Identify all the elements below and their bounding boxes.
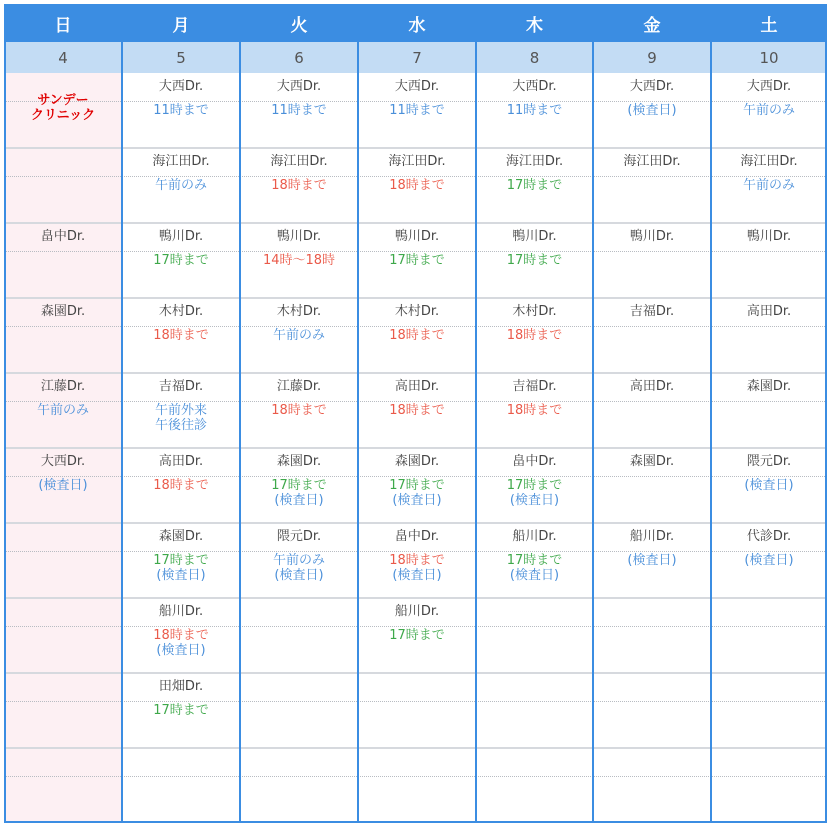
date-cell-0: 4	[4, 42, 122, 73]
schedule-note-line: 午前のみ	[272, 553, 325, 568]
doctor-name: 森園Dr.	[40, 304, 86, 319]
schedule-note-line: 17時まで	[389, 253, 445, 268]
doctor-name: 高田Dr.	[394, 379, 440, 394]
doctor-name: 大西Dr.	[40, 454, 86, 469]
schedule-note-line: 11時まで	[153, 103, 209, 118]
calendar-frame	[4, 4, 827, 823]
schedule-note-line: 18時まで	[389, 403, 445, 418]
schedule-note-line: 18時まで	[153, 328, 209, 343]
doctor-name: 大西Dr.	[746, 79, 792, 94]
doctor-name: 鴨川Dr.	[276, 229, 322, 244]
doctor-name: 船川Dr.	[512, 529, 557, 544]
date-cell-1: 5	[122, 42, 240, 73]
doctor-name: 鴨川Dr.	[394, 229, 440, 244]
doctor-name: 木村Dr.	[394, 304, 440, 319]
doctor-name: 木村Dr.	[158, 304, 204, 319]
date-cell-5: 9	[593, 42, 711, 73]
doctor-name: 畠中Dr.	[512, 454, 557, 469]
schedule-note-line: 17時まで	[506, 478, 563, 493]
schedule-note-line: 14時〜18時	[262, 253, 336, 268]
doctor-name: 木村Dr.	[512, 304, 557, 319]
doctor-name: 高田Dr.	[158, 454, 204, 469]
schedule-note-line: 午後往診	[154, 418, 207, 433]
doctor-name: 大西Dr.	[629, 79, 675, 94]
doctor-name: 吉福Dr.	[512, 379, 557, 394]
schedule-note-line: 18時まで	[271, 403, 327, 418]
schedule-note-line: 17時まで	[153, 703, 209, 718]
schedule-note-line: (検査日)	[392, 493, 442, 508]
schedule-note-line: 18時まで	[153, 628, 209, 643]
date-cell-4: 8	[476, 42, 593, 73]
schedule-note-line: (検査日)	[274, 493, 324, 508]
schedule-note-line: 午前のみ	[272, 328, 325, 343]
schedule-note-line: 17時まで	[153, 253, 209, 268]
weekday-header-1: 月	[122, 4, 240, 42]
weekday-header-5: 金	[593, 4, 711, 42]
schedule-note-line: (検査日)	[392, 568, 442, 583]
schedule-note-line: (検査日)	[744, 553, 794, 568]
schedule-note-line: 午前外来	[154, 403, 207, 418]
schedule-note-line: 18時まで	[153, 478, 209, 493]
doctor-name: 船川Dr.	[158, 604, 204, 619]
doctor-name: 大西Dr.	[394, 79, 440, 94]
doctor-name: 畠中Dr.	[40, 229, 86, 244]
schedule-note-line: (検査日)	[38, 478, 88, 493]
sunday-clinic-line: サンデー	[37, 93, 89, 108]
doctor-name: 隈元Dr.	[276, 529, 322, 544]
schedule-note-line: 午前のみ	[742, 103, 795, 118]
schedule-note-line: 11時まで	[271, 103, 327, 118]
schedule-note-line: (検査日)	[627, 103, 677, 118]
weekday-header-6: 土	[711, 4, 827, 42]
doctor-name: 森園Dr.	[276, 454, 322, 469]
schedule-note-line: (検査日)	[627, 553, 677, 568]
doctor-name: 田畑Dr.	[158, 679, 204, 694]
doctor-name: 江藤Dr.	[276, 379, 322, 394]
doctor-name: 隈元Dr.	[746, 454, 792, 469]
schedule-note-line: (検査日)	[156, 568, 206, 583]
date-cell-3: 7	[358, 42, 476, 73]
schedule-note-line: (検査日)	[744, 478, 794, 493]
doctor-name: 海江田Dr.	[270, 154, 328, 169]
schedule-note-line: 18時まで	[506, 328, 563, 343]
schedule-note-line: 午前のみ	[154, 178, 207, 193]
schedule-note-line: 午前のみ	[36, 403, 89, 418]
doctor-name: 吉福Dr.	[629, 304, 675, 319]
weekday-header-4: 木	[476, 4, 593, 42]
doctor-name: 高田Dr.	[629, 379, 675, 394]
schedule-note-line: 17時まで	[506, 253, 563, 268]
weekday-header-3: 水	[358, 4, 476, 42]
schedule-note-line: 17時まで	[506, 178, 563, 193]
schedule-note-line: 17時まで	[153, 553, 209, 568]
doctor-name: 森園Dr.	[746, 379, 792, 394]
doctor-name: 鴨川Dr.	[746, 229, 792, 244]
doctor-name: 森園Dr.	[158, 529, 204, 544]
doctor-name: 鴨川Dr.	[512, 229, 557, 244]
doctor-name: 海江田Dr.	[388, 154, 446, 169]
schedule-note-line: 18時まで	[271, 178, 327, 193]
doctor-name: 江藤Dr.	[40, 379, 86, 394]
doctor-name: 大西Dr.	[276, 79, 322, 94]
doctor-name: 大西Dr.	[158, 79, 204, 94]
schedule-note-line: (検査日)	[509, 493, 560, 508]
doctor-name: 海江田Dr.	[505, 154, 564, 169]
date-cell-2: 6	[240, 42, 358, 73]
doctor-name: 森園Dr.	[394, 454, 440, 469]
schedule-note-line: 17時まで	[389, 628, 445, 643]
doctor-name: 海江田Dr.	[740, 154, 798, 169]
schedule-note-line: (検査日)	[156, 643, 206, 658]
sunday-clinic-line: クリニック	[30, 108, 96, 123]
doctor-name: 船川Dr.	[629, 529, 675, 544]
schedule-note-line: (検査日)	[509, 568, 560, 583]
schedule-note-line: 18時まで	[389, 328, 445, 343]
doctor-name: 鴨川Dr.	[158, 229, 204, 244]
weekday-header-0: 日	[4, 4, 122, 42]
weekday-header-2: 火	[240, 4, 358, 42]
schedule-note-line: 18時まで	[389, 553, 445, 568]
doctor-name: 森園Dr.	[629, 454, 675, 469]
schedule-note-line: 午前のみ	[742, 178, 795, 193]
doctor-name: 大西Dr.	[512, 79, 557, 94]
doctor-name: 代診Dr.	[746, 529, 792, 544]
schedule-note-line: 18時まで	[506, 403, 563, 418]
schedule-note-line: (検査日)	[274, 568, 324, 583]
doctor-name: 木村Dr.	[276, 304, 322, 319]
schedule-note-line: 17時まで	[271, 478, 327, 493]
doctor-name: 高田Dr.	[746, 304, 792, 319]
date-cell-6: 10	[711, 42, 827, 73]
doctor-name: 畠中Dr.	[394, 529, 440, 544]
schedule-note-line: 17時まで	[389, 478, 445, 493]
schedule-note-line: 11時まで	[506, 103, 563, 118]
doctor-name: 海江田Dr.	[623, 154, 681, 169]
doctor-name: 海江田Dr.	[152, 154, 210, 169]
doctor-name: 鴨川Dr.	[629, 229, 675, 244]
doctor-name: 吉福Dr.	[158, 379, 204, 394]
schedule-note-line: 17時まで	[506, 553, 563, 568]
schedule-note-line: 18時まで	[389, 178, 445, 193]
schedule-note-line: 11時まで	[389, 103, 445, 118]
doctor-name: 船川Dr.	[394, 604, 440, 619]
